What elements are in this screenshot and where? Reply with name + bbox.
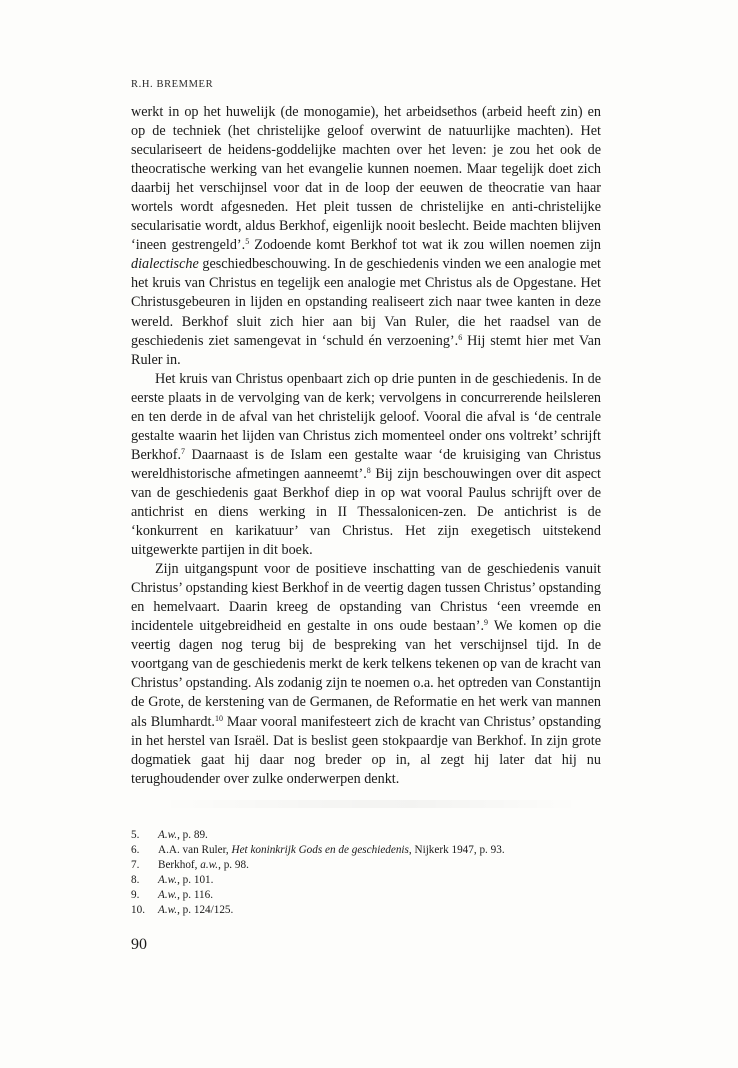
footnotes bbox=[131, 828, 601, 919]
footnote-text-run: , p. 124/125. bbox=[177, 904, 234, 917]
paragraph bbox=[131, 560, 601, 789]
body-text-run: werkt in op het huwelijk (de monogamie), het arbeidsethos (arbeid heeft zin) en op de techniek (het christelijke geloof overwint de natuurlijke machten). Het seculariseert de heidens-goddelijke machten over het leven: je zou het ook de theocratische werking van het evangelie kunnen noemen. Maar tegelijk doet zich daarbij het verschijnsel voor dat in de loop der eeuwen de theocratie van haar wortels wordt afgesneden. Het pleit tussen de christelijke en anti-christelijke secularisatie wordt, aldus Berkhof, eigenlijk nooit beslecht. Beide machten blijven ‘ineen gestrengeld’. bbox=[131, 104, 601, 254]
body-text-run: We komen op die veertig dagen nog terug bij de bespreking van het verschijnsel tijd. In de voortgang van de geschiedenis merkt de kerk telkens tekenen op van de kracht van Christus’ opstanding. Als zodanig zijn te noemen o.a. het optreden van Constantijn de Grote, de kerstening van de Germanen, de Reformatie en het werk van mannen als Blumhardt. bbox=[131, 618, 601, 730]
footnote-text-run: , p. 116. bbox=[177, 889, 214, 902]
body-text-run: Zijn uitgangspunt voor de positieve inschatting van de geschiedenis vanuit Christus’ opstanding kiest Berkhof in de veertig dagen tussen Christus’ opstanding en hemelvaart. Daarin kreeg de opstanding van Christus ‘een vreemde en incidentele uitgebreidheid en gestalte in ons oude bestaan’. bbox=[131, 561, 601, 635]
footnote-number: 8. bbox=[131, 874, 140, 887]
scan-smudge bbox=[160, 800, 580, 808]
footnote-italic-run: A.w. bbox=[158, 874, 178, 887]
body-text-run: Het kruis van Christus openbaart zich op drie punten in de geschiedenis. In de eerste plaats in de vervolging van de kerk; vervolgens in concurrerende heilsleren en ten derde in de afval van het christelijk geloof. Vooral die afval is ‘de centrale gestalte waarin het lijden van Christus zich momenteel onder ons voltrekt’ schrijft Berkhof. bbox=[131, 370, 601, 463]
footnote-text-run: Berkhof, bbox=[158, 859, 201, 872]
footnote-number: 5. bbox=[131, 829, 140, 841]
footnote bbox=[131, 828, 601, 843]
body-text bbox=[131, 103, 601, 789]
body-text-run: Daarnaast is de Islam een gestalte waar ‘de kruisiging van Christus wereldhistorische afmetingen aanneemt’. bbox=[131, 446, 601, 482]
footnote-reference: 5 bbox=[245, 237, 250, 247]
footnote-number: 10. bbox=[131, 904, 145, 917]
footnote-reference: 6 bbox=[458, 332, 463, 342]
paragraph bbox=[131, 370, 601, 560]
footnote-italic-run: a.w. bbox=[200, 859, 219, 872]
paragraph bbox=[131, 103, 601, 370]
footnote-text-run: , p. 89. bbox=[177, 829, 208, 841]
footnote-text-run: , p. 101. bbox=[177, 874, 214, 887]
footnote-number: 7. bbox=[131, 859, 140, 872]
footnote-reference: 10 bbox=[214, 713, 223, 723]
footnote bbox=[131, 858, 601, 873]
footnote-text-run: , p. 98. bbox=[218, 859, 249, 872]
footnote-italic-run: A.w. bbox=[158, 904, 178, 917]
body-text-run: geschiedbeschouwing. In de geschiedenis vinden we een analogie met het kruis van Christus en tegelijk een analogie met Christus als de Opgestane. Het Christusgebeuren in lijden en opstanding realiseert zich naar twee kanten in deze wereld. Berkhof sluit zich hier aan bij Van Ruler, die het raadsel van de geschiedenis ziet samengevat in ‘schuld én verzoening’. bbox=[131, 256, 601, 349]
body-text-run: Bij zijn beschouwingen over dit aspect van de geschiedenis gaat Berkhof diep in op wat vooral Paulus schrijft over de antichrist en diens werking in II Thessalonicen-zen. De antichrist is de ‘konkurrent en karikatuur’ van Christus. Het zijn exegetisch uitstekend uitgewerkte partijen in dit boek. bbox=[131, 465, 602, 559]
footnote bbox=[131, 903, 601, 918]
footnote-reference: 8 bbox=[366, 465, 371, 475]
footnote-italic-run: A.w. bbox=[158, 829, 178, 841]
body-text-run: Maar vooral manifesteert zich de kracht van Christus’ opstanding in het herstel van Israël. Dat is beslist geen stokpaardje van Berkhof. In zijn grote dogmatiek gaat hij daar nog breder op in, al zegt hij later dat hij nu terughoudender over zulke onderwerpen denkt. bbox=[131, 713, 601, 787]
page-number: 90 bbox=[131, 936, 147, 953]
footnote-text bbox=[158, 843, 601, 858]
running-header: R.H. BREMMER bbox=[131, 79, 214, 90]
footnote bbox=[131, 888, 601, 903]
footnote-italic-run: Het koninkrijk Gods en de geschiedenis bbox=[231, 844, 409, 857]
footnote bbox=[131, 873, 601, 888]
footnote-text bbox=[158, 903, 601, 918]
body-text-run: Zodoende komt Berkhof tot wat ik zou willen noemen zijn bbox=[249, 237, 601, 254]
body-italic-run: dialectische bbox=[131, 256, 199, 273]
body-text-run: Hij stemt hier met Van Ruler in. bbox=[131, 332, 601, 368]
footnote-number: 9. bbox=[131, 889, 140, 902]
footnote-italic-run: A.w. bbox=[158, 889, 178, 902]
footnote bbox=[131, 843, 601, 858]
footnote-text bbox=[158, 858, 601, 873]
footnote-reference: 9 bbox=[484, 618, 489, 628]
footnote-text bbox=[158, 888, 601, 903]
footnote-reference: 7 bbox=[181, 446, 186, 456]
footnote-text-run: , Nijkerk 1947, p. 93. bbox=[408, 844, 505, 857]
footnote-text-run: A.A. van Ruler, bbox=[158, 844, 232, 857]
footnote-text bbox=[158, 873, 601, 888]
footnote-number: 6. bbox=[131, 844, 140, 857]
footnote-text bbox=[158, 828, 601, 843]
